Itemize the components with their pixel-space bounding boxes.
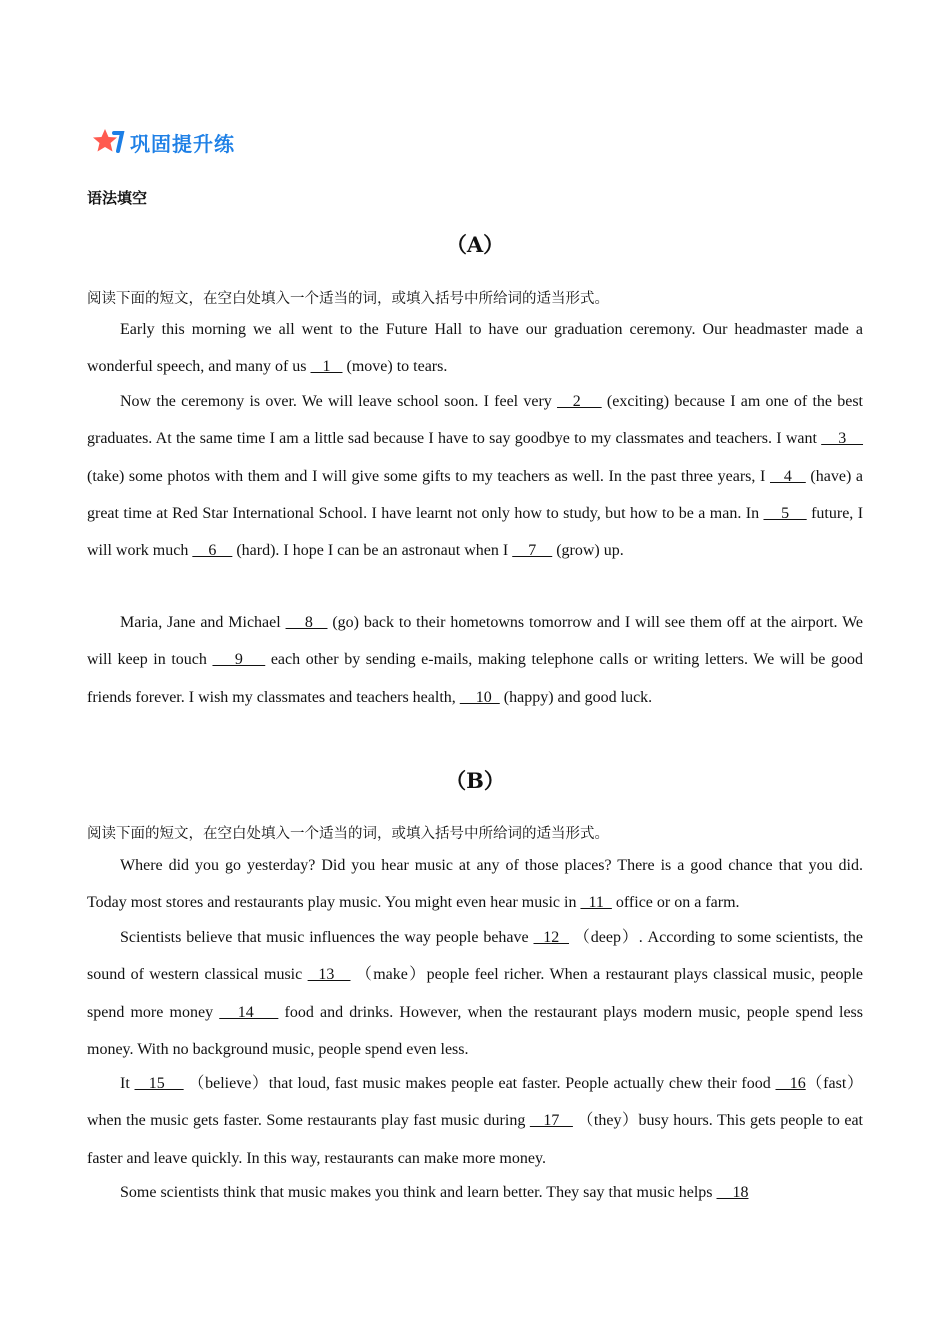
- banner-title: 巩固提升练: [130, 128, 235, 157]
- section-label: 语法填空: [87, 189, 148, 207]
- blank-14[interactable]: 14: [219, 1003, 279, 1021]
- text-run: (have) a great time at Red Star International School. I have learnt not only how to study, but how to be a man. In: [87, 467, 864, 522]
- part-a-paragraph-2: [87, 383, 863, 569]
- blank-8[interactable]: 8: [285, 614, 328, 631]
- text-run: (take) some photos with them and I will give some gifts to my teachers as well. In the past three years, I: [87, 467, 770, 485]
- part-b-paragraph-1: [87, 847, 863, 922]
- text-run: （believe）that loud, fast music makes people eat faster. People actually chew their food: [183, 1075, 776, 1092]
- part-a-paragraph-1: [87, 311, 863, 386]
- blank-11[interactable]: 11: [580, 894, 612, 912]
- text-run: It: [120, 1075, 135, 1092]
- blank-7[interactable]: 7: [512, 542, 553, 560]
- part-a-paragraph-3: [87, 604, 863, 716]
- text-run: Now the ceremony is over. We will leave school soon. I feel very: [120, 393, 558, 410]
- text-run: (exciting) because I am one of the best graduates. At the same time I am a little sad because I have to say goodbye to my classmates and teachers. I want: [87, 393, 864, 448]
- blank-16[interactable]: 16: [775, 1075, 806, 1092]
- text-run: food and drinks. However, when the restaurant plays modern music, people spend less money. With no background music, people spend even less.: [87, 1003, 863, 1058]
- text-run: Where did you go yesterday? Did you hear music at any of those places? There is a good chance that you did. Today most stores and restaurants play music. You might even hear music in: [87, 857, 863, 912]
- text-run: future, I will work much: [87, 504, 864, 560]
- blank-5[interactable]: 5: [763, 504, 807, 522]
- blank-18[interactable]: 18: [716, 1184, 749, 1201]
- text-run: （deep）. According to some scientists, the sound of western classical music: [87, 929, 864, 984]
- text-run: office or on a farm.: [611, 894, 740, 912]
- part-b-paragraph-3: [87, 1065, 863, 1177]
- blank-1[interactable]: 1: [310, 358, 343, 376]
- blank-17[interactable]: 17: [529, 1112, 573, 1130]
- part-a-title: （A）: [445, 232, 505, 257]
- section-banner: [92, 126, 235, 158]
- blank-9[interactable]: 9: [212, 651, 266, 669]
- blank-3[interactable]: 3: [821, 430, 864, 448]
- text-run: （they）busy hours. This gets people to eat faster and leave quickly. In this way, restaurants can make more money.: [87, 1112, 863, 1167]
- text-run: (happy) and good luck.: [499, 688, 653, 706]
- text-run: (move) to tears.: [342, 358, 448, 376]
- text-run: Scientists believe that music influences the way people behave: [120, 929, 534, 946]
- part-b-paragraph-4: [87, 1174, 863, 1211]
- blank-2[interactable]: 2: [557, 393, 602, 410]
- text-run: (hard). I hope I can be an astronaut when I: [232, 542, 513, 560]
- part-b-paragraph-2: [87, 919, 863, 1068]
- text-run: (go) back to their hometowns tomorrow and I will see them off at the airport. We will keep in touch: [87, 614, 864, 669]
- text-run: （fast）when the music gets faster. Some restaurants play fast music during: [87, 1075, 864, 1130]
- blank-4[interactable]: 4: [770, 467, 806, 485]
- blank-10[interactable]: 10: [459, 688, 500, 706]
- text-run: each other by sending e-mails, making telephone calls or writing letters. We will be good friends forever. I wish my classmates and teachers health,: [87, 651, 863, 706]
- part-b-instruction: 阅读下面的短文，在空白处填入一个适当的词，或填入括号中所给词的适当形式。: [87, 826, 609, 842]
- text-run: Maria, Jane and Michael: [120, 614, 286, 631]
- blank-12[interactable]: 12: [533, 929, 569, 946]
- star-icon: [92, 127, 126, 157]
- part-a-instruction: 阅读下面的短文，在空白处填入一个适当的词，或填入括号中所给词的适当形式。: [87, 291, 609, 307]
- blank-6[interactable]: 6: [192, 542, 233, 560]
- blank-13[interactable]: 13: [307, 966, 351, 984]
- blank-15[interactable]: 15: [134, 1075, 184, 1092]
- text-run: (grow) up.: [552, 542, 624, 560]
- text-run: （make）people feel richer. When a restaurant plays classical music, people spend more money: [87, 966, 863, 1021]
- text-run: Early this morning we all went to the Future Hall to have our graduation ceremony. Our headmaster made a wonderful speech, and many of us: [87, 321, 863, 376]
- part-b-title: （B）: [445, 768, 505, 793]
- text-run: Some scientists think that music makes you think and learn better. They say that music helps: [120, 1184, 717, 1201]
